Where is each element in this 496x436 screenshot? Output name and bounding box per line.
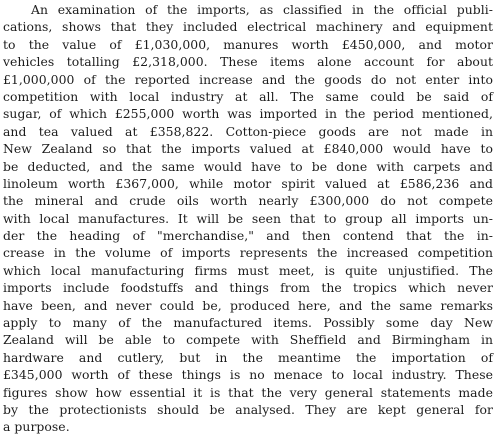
newspaper-article bbox=[3, 1, 493, 436]
article-line: have been, and never could be, produced here, and the same remarks bbox=[3, 297, 493, 313]
article-line: which local manufacturing firms must meet, is quite unjustified. The bbox=[3, 262, 493, 278]
article-line: linoleum worth £367,000, while motor spirit valued at £586,236 and bbox=[3, 175, 493, 191]
article-line: Zealand will be able to compete with Sheffield and Birmingham in bbox=[3, 332, 493, 348]
article-line: with local manufactures. It will be seen that to group all imports un- bbox=[3, 210, 493, 226]
article-line: £345,000 worth of these things is no menace to local industry. These bbox=[3, 367, 493, 383]
article-line: competition with local industry at all. The same could be said of bbox=[3, 88, 493, 104]
article-line: crease in the volume of imports represents the increased competition bbox=[3, 245, 493, 261]
article-line: cations, shows that they included electrical machinery and equipment bbox=[3, 19, 493, 35]
article-line: imports include foodstuffs and things from the tropics which never bbox=[3, 280, 493, 296]
article-line: a purpose. bbox=[3, 419, 70, 435]
article-line: hardware and cutlery, but in the meantime the importation of bbox=[3, 349, 493, 365]
article-line: sugar, of which £255,000 worth was imported in the period mentioned, bbox=[3, 106, 493, 122]
article-line: the mineral and crude oils worth nearly £300,000 do not compete bbox=[3, 193, 493, 209]
article-line: £1,000,000 of the reported increase and the goods do not enter into bbox=[3, 71, 493, 87]
article-line: by the protectionists should be analysed. They are kept general for bbox=[3, 401, 493, 417]
article-line: be deducted, and the same would have to be done with carpets and bbox=[3, 158, 493, 174]
article-line: New Zealand so that the imports valued at £840,000 would have to bbox=[3, 141, 493, 157]
article-line: to the value of £1,030,000, manures worth £450,000, and motor bbox=[3, 36, 493, 52]
article-line: vehicles totalling £2,318,000. These items alone account for about bbox=[3, 54, 493, 70]
article-line: apply to many of the manufactured items. Possibly some day New bbox=[3, 315, 493, 331]
article-line: figures show how essential it is that the very general statements made bbox=[3, 384, 493, 400]
article-line: and tea valued at £358,822. Cotton-piece goods are not made in bbox=[3, 123, 493, 139]
article-line: An examination of the imports, as classified in the official publi- bbox=[31, 2, 493, 17]
article-line: der the heading of "merchandise," and then contend that the in- bbox=[3, 228, 493, 244]
